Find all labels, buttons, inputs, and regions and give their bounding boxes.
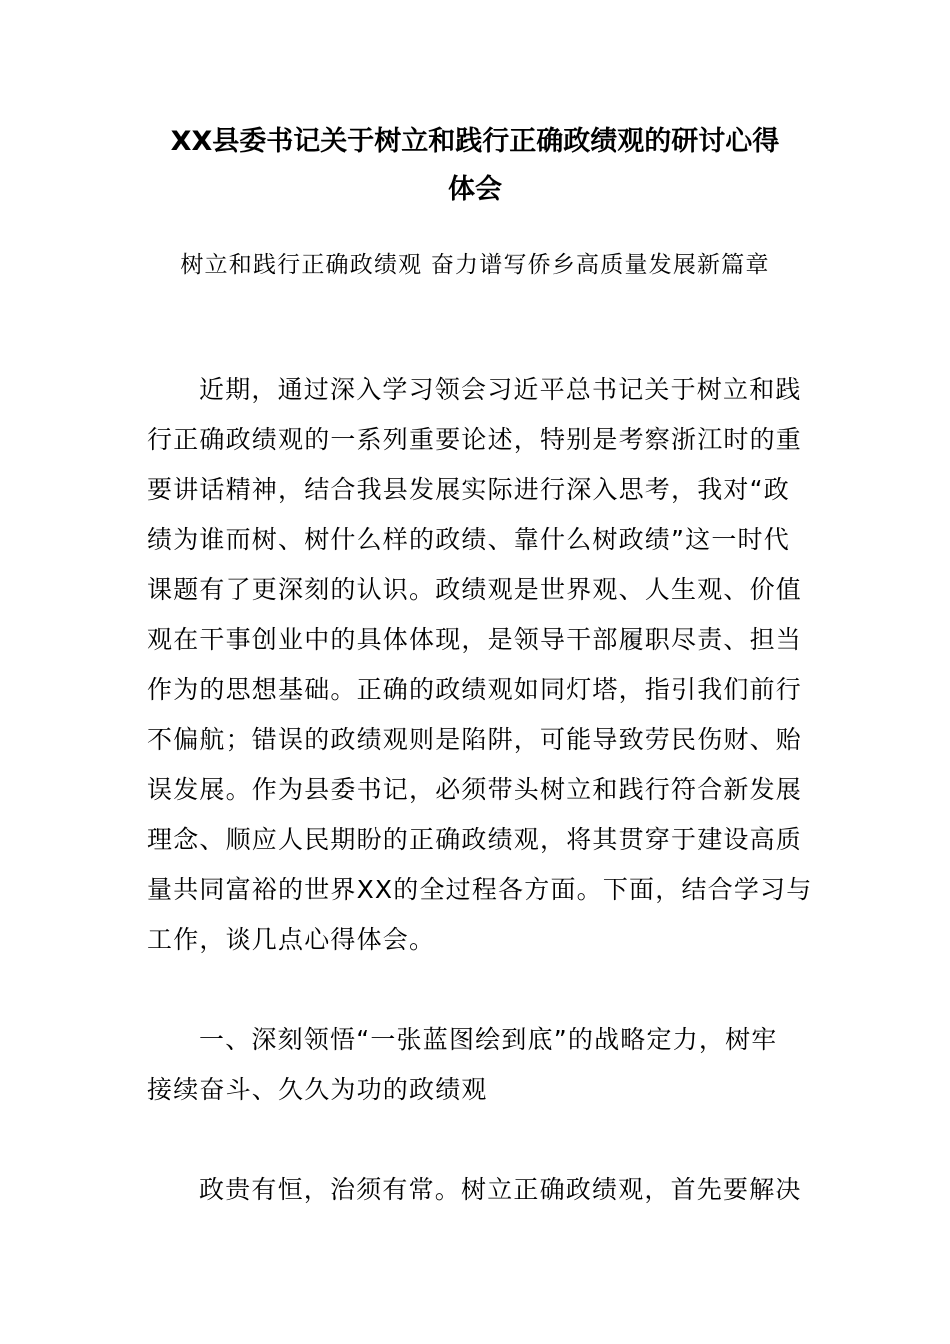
- heading-line: 一、深刻领悟“一张蓝图绘到底”的战略定力，树牢: [199, 1025, 778, 1054]
- text-line: 作为的思想基础。正确的政绩观如同灯塔，指引我们前行: [147, 675, 803, 704]
- document-subtitle: 树立和践行正确政绩观 奋力谱写侨乡高质量发展新篇章: [180, 252, 770, 278]
- text-line: 政贵有恒，治须有常。树立正确政绩观，首先要解决: [199, 1175, 802, 1204]
- text-line: 行正确政绩观的一系列重要论述，特别是考察浙江时的重: [147, 425, 803, 454]
- heading-line: 接续奋斗、久久为功的政绩观: [147, 1075, 488, 1104]
- text-line: 工作，谈几点心得体会。: [147, 925, 436, 954]
- text-line: 要讲话精神，结合我县发展实际进行深入思考，我对“政: [147, 475, 790, 504]
- text-line: 课题有了更深刻的认识。政绩观是世界观、人生观、价值: [147, 575, 803, 604]
- text-line: 误发展。作为县委书记，必须带头树立和践行符合新发展: [147, 775, 803, 804]
- text-line: 量共同富裕的世界XX的全过程各方面。下面，结合学习与: [147, 875, 813, 904]
- title-line-2: 体会: [448, 174, 502, 205]
- text-line: 近期，通过深入学习领会习近平总书记关于树立和践: [199, 375, 802, 404]
- text-line: 绩为谁而树、树什么样的政绩、靠什么树政绩”这一时代: [147, 525, 790, 554]
- text-line: 观在干事创业中的具体体现，是领导干部履职尽责、担当: [147, 625, 803, 654]
- text-line: 不偏航；错误的政绩观则是陷阱，可能导致劳民伤财、贻: [147, 725, 803, 754]
- text-line: 理念、顺应人民期盼的正确政绩观，将其贯穿于建设高质: [147, 825, 803, 854]
- title-line-1: XX县委书记关于树立和践行正确政绩观的研讨心得: [170, 126, 780, 157]
